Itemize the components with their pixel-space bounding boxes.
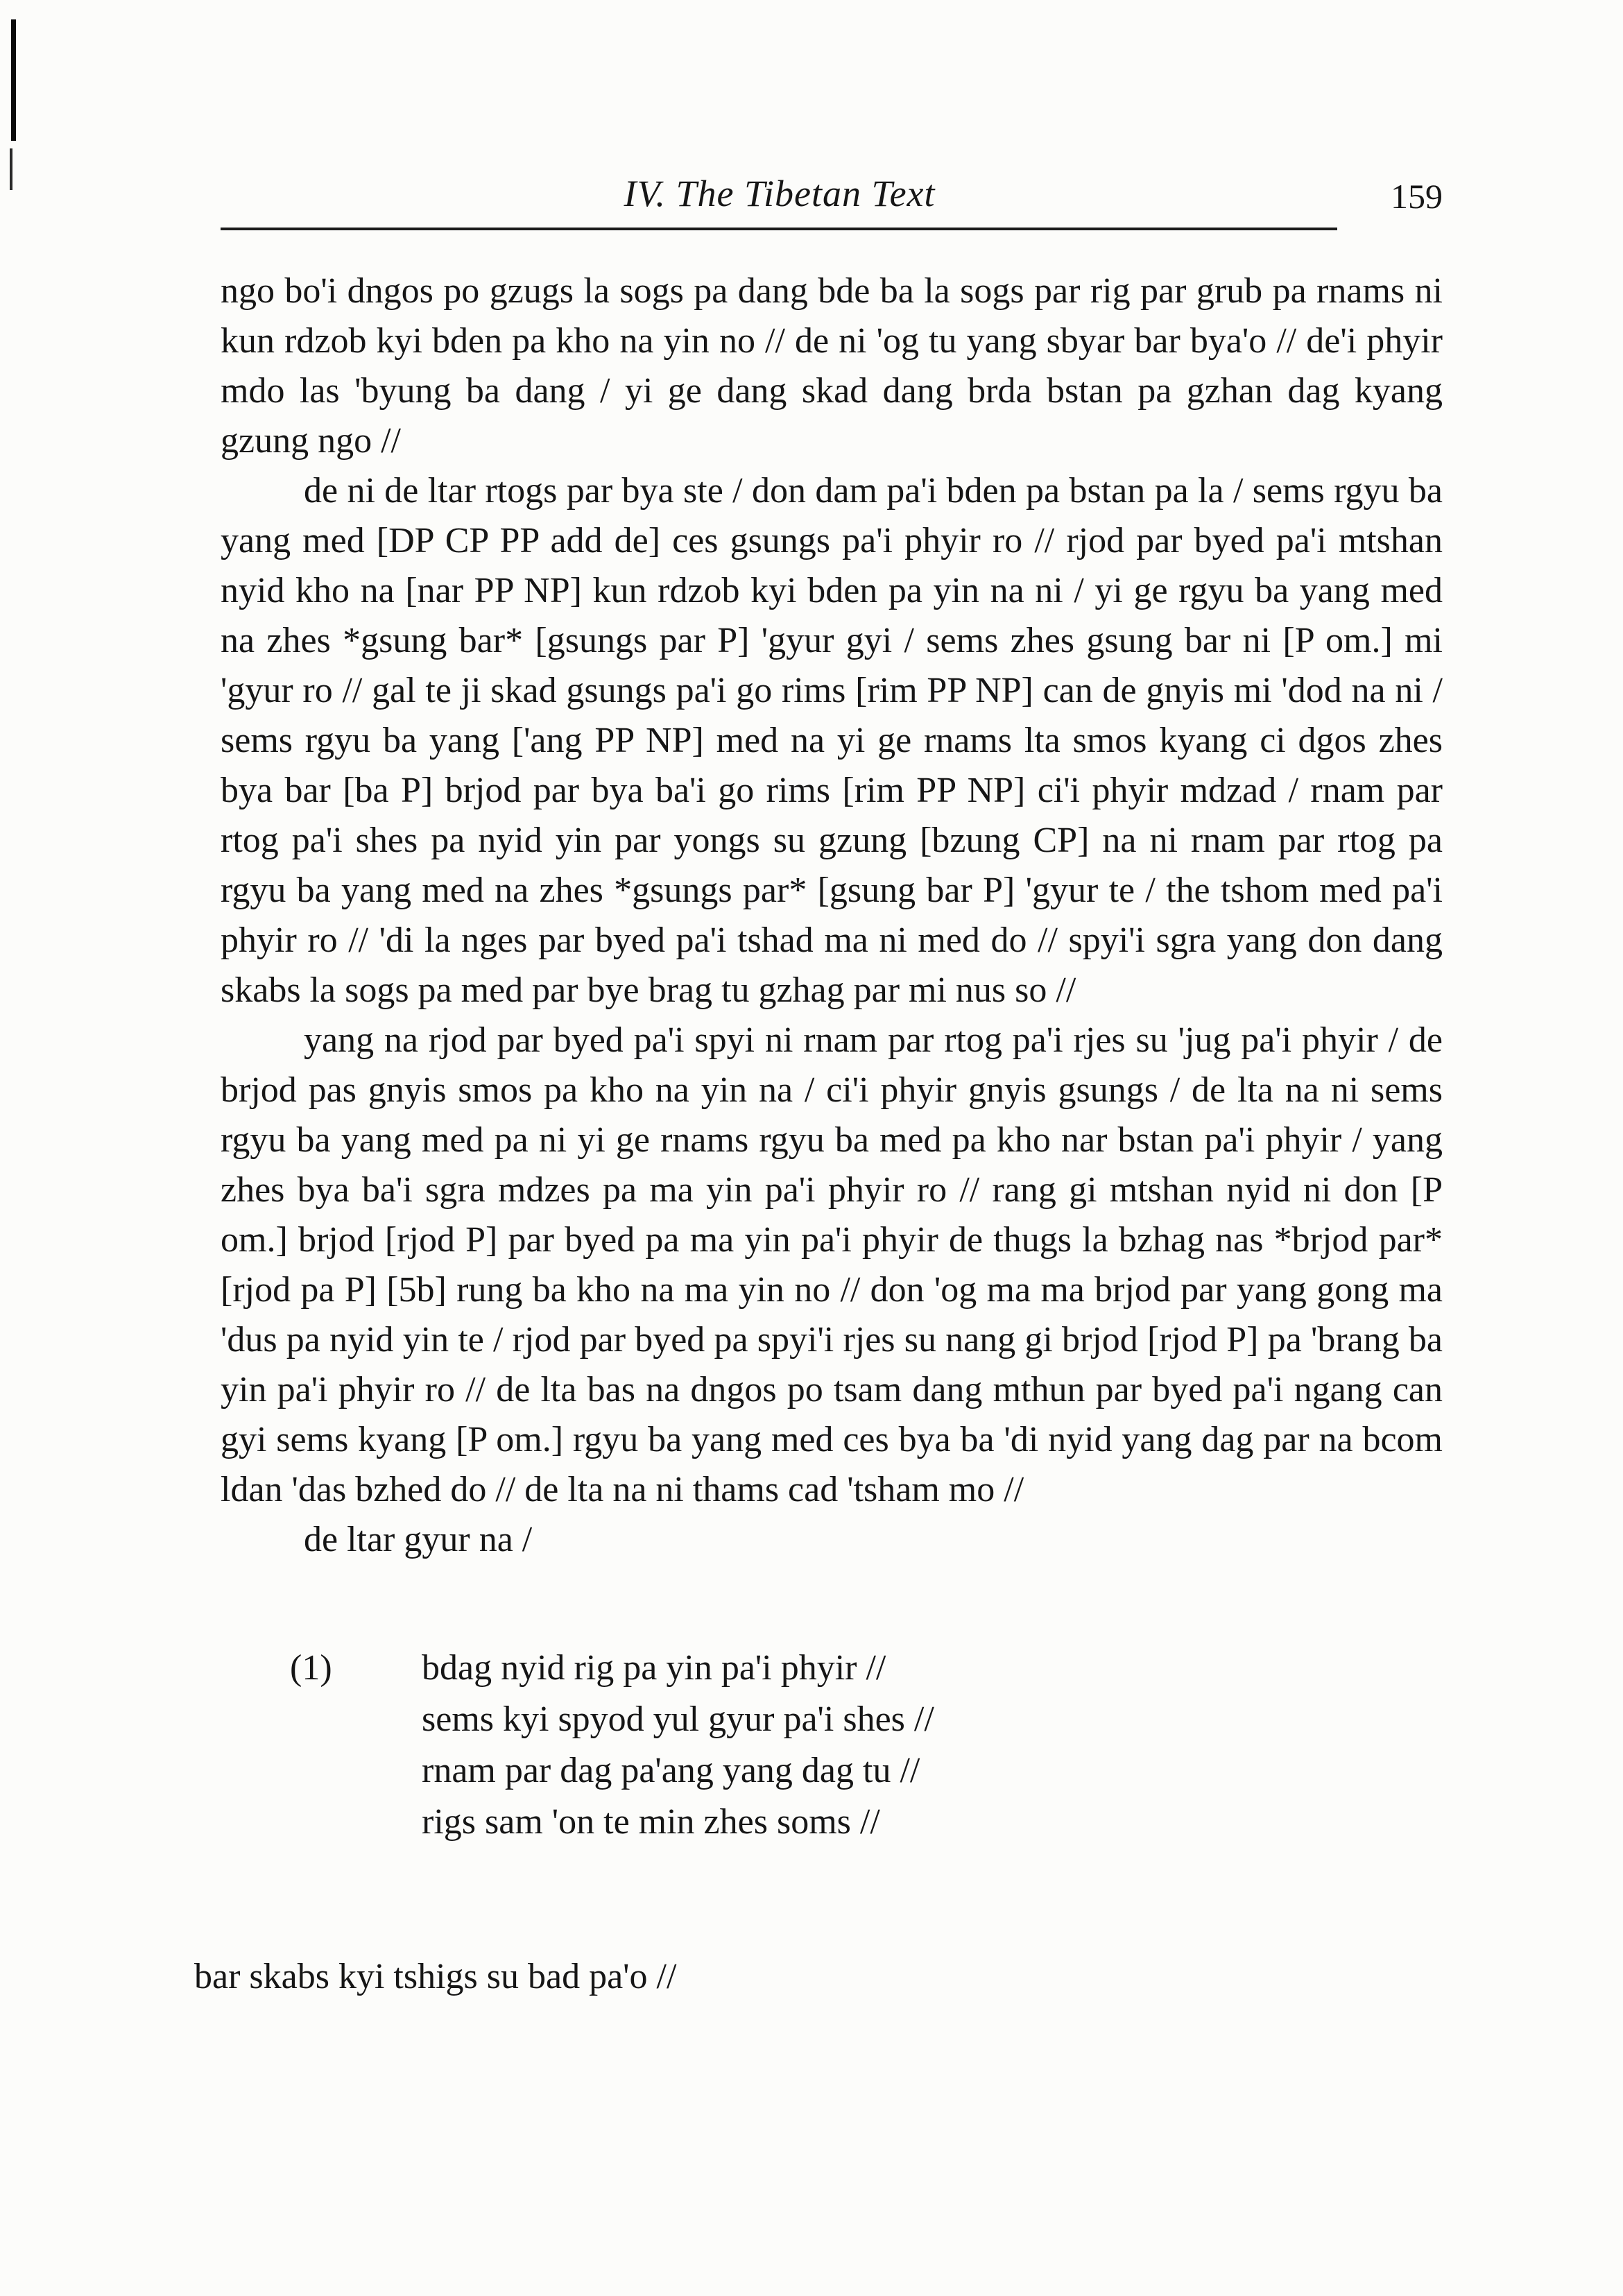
page-number: 159 — [1391, 177, 1443, 216]
scan-artifact-mark — [11, 19, 16, 141]
body-paragraph-2: de ni de ltar rtogs par bya ste / don dam pa'i bden pa bstan pa la / sems rgyu ba yang med [DP CP PP add de] ces gsungs pa'i phyir ro // rjod par byed pa'i mtshan nyid kho na [nar PP NP] kun rdzob kyi bden pa yin na ni / yi ge rgyu ba yang med na zhes *gsung bar* [gsungs par P] 'gyur gyi / sems zhes gsung bar ni [P om.] mi 'gyur ro // gal te ji skad gsungs pa'i go rims [rim PP NP] can de gnyis mi 'dod na ni / sems rgyu ba yang ['ang PP NP] med na yi ge rnams lta smos kyang ci dgos zhes bya bar [ba P] brjod par bya ba'i go rims [rim PP NP] ci'i phyir mdzad / rnam par rtog pa'i shes pa nyid yin par yongs su gzung [bzung CP] na ni rnam par rtog pa rgyu ba yang med na zhes *gsungs par* [gsung bar P] 'gyur te / the tshom med pa'i phyir ro // 'di la nges par byed pa'i tshad ma ni med do // spyi'i sgra yang don dang skabs la sogs pa med par bye brag tu gzhag par mi nus so // — [221, 471, 1443, 1010]
scan-artifact-mark-small — [10, 148, 12, 190]
closing-line: bar skabs kyi tshigs su bad pa'o // — [194, 1957, 677, 1996]
body-paragraph-3: yang na rjod par byed pa'i spyi ni rnam par rtog pa'i rjes su 'jug pa'i phyir / de brjod pas gnyis smos pa kho na yin na / ci'i phyir gnyis gsungs / de lta na ni sems rgyu ba yang med pa ni yi ge rnams rgyu ba med pa kho nar bstan pa'i phyir / yang zhes bya ba'i sgra mdzes pa ma yin pa'i phyir ro // rang gi mtshan nyid ni don [P om.] brjod [rjod P] par byed pa ma yin pa'i phyir de thugs la bzhag nas *brjod par* [rjod pa P] [5b] rung ba kho na ma yin no // don 'og ma ma brjod par yang gong ma 'dus pa nyid yin te / rjod par byed pa spyi'i rjes su nang gi brjod [rjod P] pa 'brang ba yin pa'i phyir ro // de lta bas na dngos po tsam dang mthun par byed pa'i ngang can gyi sems kyang [P om.] rgyu ba yang med ces bya ba 'di nyid yang dag par na bcom ldan 'das bzhed do // de lta na ni thams cad 'tsham mo // — [221, 1020, 1443, 1509]
header-rule — [221, 228, 1337, 230]
verse-line-1: bdag nyid rig pa yin pa'i phyir // — [422, 1648, 886, 1688]
verse-lines — [422, 1643, 1443, 1848]
verse-number: (1) — [290, 1648, 332, 1688]
verse-line-2: sems kyi spyod yul gyur pa'i shes // — [422, 1699, 934, 1739]
verse-line-3: rnam par dag pa'ang yang dag tu // — [422, 1751, 920, 1790]
page-content — [194, 172, 1443, 2002]
verse-block — [221, 1643, 1443, 1848]
section-title: IV. The Tibetan Text — [624, 173, 936, 214]
body-paragraph-1: ngo bo'i dngos po gzugs la sogs pa dang bde ba la sogs par rig par grub pa rnams ni kun rdzob kyi bden pa kho na yin no // de ni 'og tu yang sbyar bar bya'o // de'i phyir mdo las 'byung ba dang / yi ge dang skad dang brda bstan pa gzhan dag kyang gzung ngo // — [221, 271, 1443, 461]
verse-line-4: rigs sam 'on te min zhes soms // — [422, 1802, 880, 1842]
running-header — [221, 172, 1443, 226]
body-text — [221, 266, 1443, 1565]
transition-line: de ltar gyur na / — [304, 1520, 533, 1559]
